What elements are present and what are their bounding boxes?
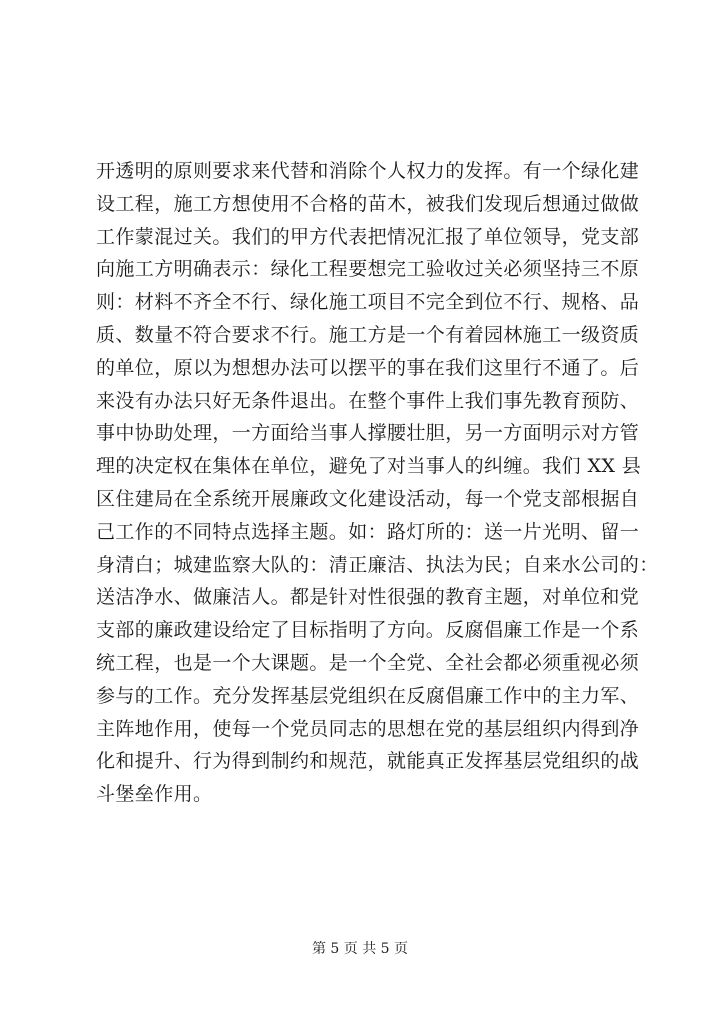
text-line: 区住建局在全系统开展廉政文化建设活动，每一个党支部根据自 bbox=[96, 487, 640, 510]
text-line: 事中协助处理，一方面给当事人撑腰壮胆，另一方面明示对方管 bbox=[96, 422, 640, 445]
text-line: 的单位，原以为想想办法可以摆平的事在我们这里行不通了。后 bbox=[96, 356, 640, 379]
body-text bbox=[96, 155, 696, 811]
text-line: 主阵地作用，使每一个党员同志的思想在党的基层组织内得到净 bbox=[96, 717, 640, 740]
text-line: 工作蒙混过关。我们的甲方代表把情况汇报了单位领导，党支部 bbox=[96, 225, 640, 248]
text-line: 设工程，施工方想使用不合格的苗木，被我们发现后想通过做做 bbox=[96, 192, 640, 215]
text-line: 开透明的原则要求来代替和消除个人权力的发挥。有一个绿化建 bbox=[96, 160, 640, 182]
text-line: 则：材料不齐全不行、绿化施工项目不完全到位不行、规格、品 bbox=[96, 291, 640, 314]
text-line: 来没有办法只好无条件退出。在整个事件上我们事先教育预防、 bbox=[96, 389, 640, 412]
text-line: 统工程，也是一个大课题。是一个全党、全社会都必须重视必须 bbox=[96, 651, 640, 674]
text-line: 身清白；城建监察大队的：清正廉洁、执法为民；自来水公司的： bbox=[96, 553, 659, 576]
text-line: 化和提升、行为得到制约和规范，就能真正发挥基层党组织的战 bbox=[96, 750, 640, 773]
text-line: 参与的工作。充分发挥基层党组织在反腐倡廉工作中的主力军、 bbox=[96, 684, 640, 707]
text-line: 理的决定权在集体在单位，避免了对当事人的纠缠。我们 XX 县 bbox=[96, 455, 642, 478]
text-line: 向施工方明确表示：绿化工程要想完工验收过关必须坚持三不原 bbox=[96, 258, 640, 281]
text-line: 斗堡垒作用。 bbox=[96, 783, 213, 806]
text-line: 质、数量不符合要求不行。施工方是一个有着园林施工一级资质 bbox=[96, 323, 640, 346]
page-number-footer: 第 5 页 共 5 页 bbox=[311, 941, 409, 957]
text-line: 支部的廉政建设给定了目标指明了方向。反腐倡廉工作是一个系 bbox=[96, 619, 640, 642]
text-line: 送洁净水、做廉洁人。都是针对性很强的教育主题，对单位和党 bbox=[96, 586, 640, 609]
text-line: 己工作的不同特点选择主题。如：路灯所的：送一片光明、留一 bbox=[96, 520, 640, 543]
